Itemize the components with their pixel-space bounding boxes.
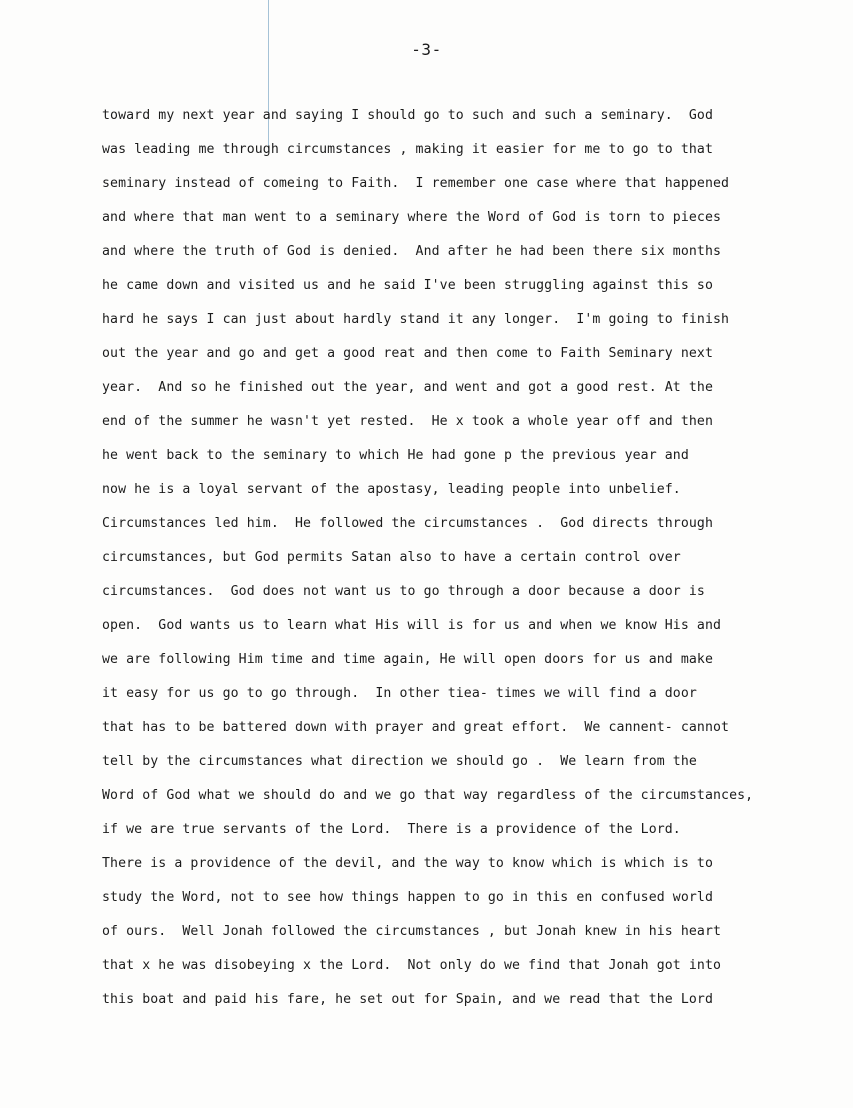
text-line: we are following Him time and time again, He will open doors for us and make: [102, 652, 714, 667]
text-line: year. And so he finished out the year, and went and got a good rest. At the: [102, 380, 714, 395]
text-line: Circumstances led him. He followed the circumstances . God directs through: [102, 516, 714, 531]
text-line: and where the truth of God is denied. And after he had been there six months: [102, 244, 722, 259]
text-line: that has to be battered down with prayer and great effort. We cannent- cannot: [102, 720, 730, 735]
text-line: was leading me through circumstances , making it easier for me to go to that: [102, 142, 714, 157]
text-line: circumstances. God does not want us to go through a door because a door is: [102, 584, 705, 599]
text-line: if we are true servants of the Lord. There is a providence of the Lord.: [102, 822, 681, 837]
text-line: of ours. Well Jonah followed the circumstances , but Jonah knew in his heart: [102, 924, 722, 939]
text-line: end of the summer he wasn't yet rested. He x took a whole year off and then: [102, 414, 714, 429]
text-line: that x he was disobeying x the Lord. Not only do we find that Jonah got into: [102, 958, 722, 973]
page-number: -3-: [411, 40, 442, 59]
text-line: seminary instead of comeing to Faith. I remember one case where that happened: [102, 176, 730, 191]
text-line: this boat and paid his fare, he set out for Spain, and we read that the Lord: [102, 992, 714, 1007]
text-line: circumstances, but God permits Satan also to have a certain control over: [102, 550, 681, 565]
text-line: out the year and go and get a good reat and then come to Faith Seminary next: [102, 346, 714, 361]
text-line: Word of God what we should do and we go that way regardless of the circumstances,: [102, 788, 754, 803]
text-line: it easy for us go to go through. In other tiea- times we will find a door: [102, 686, 697, 701]
text-line: toward my next year and saying I should go to such and such a seminary. God: [102, 108, 714, 123]
text-line: he went back to the seminary to which He had gone p the previous year and: [102, 448, 689, 463]
text-line: now he is a loyal servant of the apostasy, leading people into unbelief.: [102, 482, 681, 497]
text-line: open. God wants us to learn what His will is for us and when we know His and: [102, 618, 722, 633]
text-line: There is a providence of the devil, and the way to know which is which is to: [102, 856, 714, 871]
body-text: [102, 107, 802, 1025]
text-line: he came down and visited us and he said I've been struggling against this so: [102, 278, 714, 293]
text-line: study the Word, not to see how things happen to go in this en confused world: [102, 890, 714, 905]
text-line: tell by the circumstances what direction we should go . We learn from the: [102, 754, 697, 769]
text-line: hard he says I can just about hardly stand it any longer. I'm going to finish: [102, 312, 730, 327]
text-line: and where that man went to a seminary where the Word of God is torn to pieces: [102, 210, 722, 225]
